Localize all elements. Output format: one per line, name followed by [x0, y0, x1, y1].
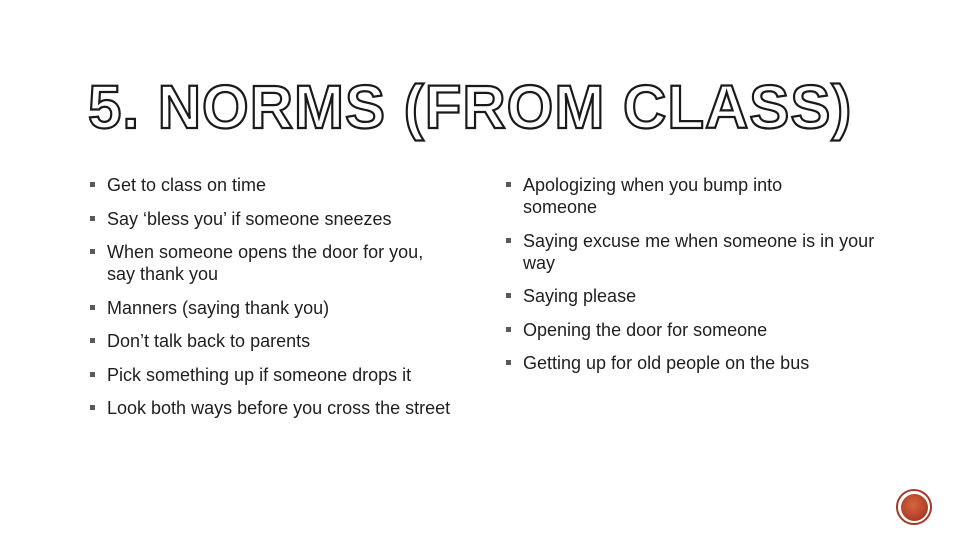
- list-item-text: When someone opens the door for you, say thank you: [107, 242, 424, 284]
- square-bullet-icon: [506, 182, 511, 187]
- list-item-text: Don’t talk back to parents: [107, 331, 311, 351]
- left-bullet-list: [90, 174, 470, 431]
- list-item: [90, 208, 470, 230]
- square-bullet-icon: [506, 360, 511, 365]
- list-item-text: Opening the door for someone: [523, 319, 768, 340]
- list-item-text: Saying please: [523, 286, 637, 306]
- list-item: [90, 397, 452, 419]
- square-bullet-icon: [90, 372, 95, 377]
- list-item-text: Manners (saying thank you): [107, 297, 330, 318]
- list-item-text: Get to class on time: [107, 175, 267, 195]
- square-bullet-icon: [90, 338, 95, 343]
- list-item: [90, 297, 470, 319]
- list-item: [90, 241, 437, 285]
- list-item: [506, 285, 886, 307]
- list-item-text: Look both ways before you cross the street: [107, 398, 451, 418]
- square-bullet-icon: [506, 238, 511, 243]
- list-item: [506, 174, 843, 218]
- list-item: [506, 230, 895, 274]
- list-item: [506, 319, 886, 341]
- square-bullet-icon: [90, 305, 95, 310]
- badge-fill: [901, 494, 928, 521]
- square-bullet-icon: [90, 216, 95, 221]
- circle-badge-icon: [896, 489, 932, 525]
- right-bullet-list: [506, 174, 886, 386]
- list-item-text: Saying excuse me when someone is in your way: [523, 230, 875, 273]
- list-item-text: Apologizing when you bump into someone: [523, 175, 783, 217]
- list-item: [506, 352, 886, 374]
- list-item: [90, 174, 470, 196]
- list-item: [90, 330, 470, 352]
- list-item: [90, 364, 470, 386]
- square-bullet-icon: [90, 405, 95, 410]
- slide-title: 5. NORMS (FROM CLASS): [88, 73, 853, 142]
- square-bullet-icon: [90, 249, 95, 254]
- list-item-text: Pick something up if someone drops it: [107, 364, 412, 385]
- list-item-text: Say ‘bless you’ if someone sneezes: [107, 208, 392, 229]
- square-bullet-icon: [506, 293, 511, 298]
- list-item-text: Getting up for old people on the bus: [523, 353, 810, 373]
- square-bullet-icon: [506, 327, 511, 332]
- square-bullet-icon: [90, 182, 95, 187]
